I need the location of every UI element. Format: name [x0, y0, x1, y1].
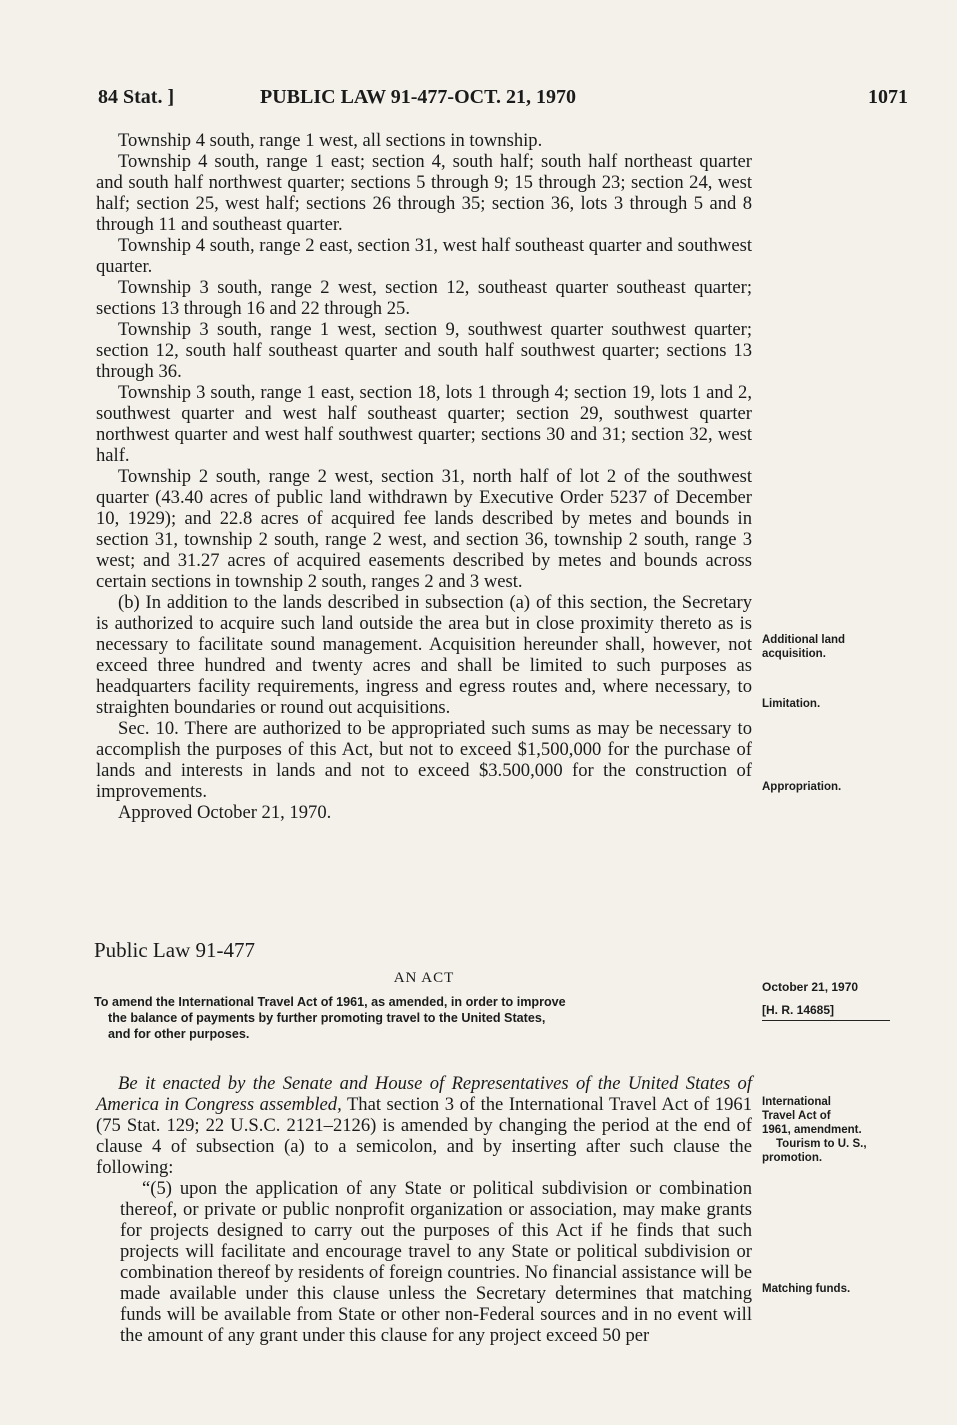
section-10: Sec. 10. There are authorized to be appropriated such sums as may be necessary to accomplish the purposes of this Act, but not to exceed $1,500,000 for the purchase of lands and interests in lands and not to exceed $3.500,000 for the construction of improvements. — [96, 718, 752, 802]
paragraph: Township 3 south, range 1 east, section 18, lots 1 through 4; section 19, lots 1 and 2, southwest quarter and west half southeast quarter; section 29, southwest quarter northwest quarter and west half southwest quarter; sections 30 and 31; section 32, west half. — [96, 382, 752, 466]
long-title-line: the balance of payments by further promoting travel to the United States, — [108, 1011, 546, 1025]
margin-note-intl-travel — [762, 1095, 862, 1137]
long-title-line: and for other purposes. — [108, 1027, 250, 1041]
page-title: PUBLIC LAW 91-477-OCT. 21, 1970 — [260, 86, 576, 108]
page-number: 1071 — [868, 86, 908, 108]
paragraph: Township 2 south, range 2 west, section 31, north half of lot 2 of the southwest quarter (43.40 acres of public land withdrawn by Executive Order 5237 of December 10, 1929); and 22.8 acres of acquired fee lands described by metes and bounds in section 31, township 2 south, range 2 west, and section 36, township 2 south, range 3 west; and 31.27 acres of acquired easements described by metes and bounds across certain sections in township 2 south, ranges 2 and 3 west. — [96, 466, 752, 592]
paragraph: Township 3 south, range 1 west, section 9, southwest quarter southwest quarter; section 12, south half southeast quarter and south half southwest quarter; sections 13 through 36. — [96, 319, 752, 382]
margin-note-appropriation: Appropriation. — [762, 781, 842, 793]
enacting-paragraph — [96, 1073, 752, 1178]
margin-note-matching-funds: Matching funds. — [762, 1283, 851, 1295]
paragraph: Township 3 south, range 2 west, section 12, southeast quarter southeast quarter; sections 13 through 16 and 22 through 25. — [96, 277, 752, 319]
subsection-b: (b) In addition to the lands described in subsection (a) of this section, the Secretary is authorized to acquire such land outside the area but in close proximity thereto as is necessary to facilitate sound management. Acquisition hereunder shall, however, not exceed three hundred and twenty acres and shall be limited to such purposes as headquarters facility requirements, ingress and egress routes and, where necessary, to straighten boundaries or round out acquisitions. — [96, 592, 752, 718]
margin-note-additional-land: Additional land acquisition. — [762, 634, 846, 660]
page-header — [98, 86, 908, 116]
amendment-text: That section 3 of the International Travel Act of 1961 (75 Stat. 129; 22 U.S.C. 2121–2126) is amended by changing the period at the end of clause 4 of subsection (a) to a semicolon, and by inserting after such clause the following: — [96, 1094, 752, 1178]
enactment-date: October 21, 1970 — [762, 980, 859, 994]
an-act-heading: AN ACT — [393, 970, 455, 986]
reference-rule — [762, 1020, 890, 1021]
paragraph: Township 4 south, range 2 east, section 31, west half southeast quarter and southwest quarter. — [96, 235, 752, 277]
margin-note-line: promotion. — [762, 1152, 823, 1164]
public-law-heading: Public Law 91-477 — [94, 938, 255, 962]
paragraph: Township 4 south, range 1 west, all sections in township. — [118, 130, 543, 151]
act-body — [96, 1073, 752, 1346]
margin-note-line: Tourism to U. S., — [776, 1138, 867, 1150]
long-title — [94, 994, 754, 1042]
paragraph: Township 4 south, range 1 east; section 4, south half; south half northeast quarter and south half northwest quarter; sections 5 through 9; 15 through 23; section 24, west half; section 25, west half; sections 26 through 35; section 36, lots 3 through 5 and 8 through 11 and southeast quarter. — [96, 151, 752, 235]
lands-description — [96, 130, 752, 823]
inserted-clause: “(5) upon the application of any State or political subdivision or combination thereof, or private or public nonprofit organization or association, may make grants for projects designed to carry out the purposes of this Act if he finds that such projects will facilitate and encourage travel to any State or political subdivision or combination thereof by residents of foreign countries. No financial assistance will be made available under this clause unless the Secretary determines that matching funds will be available from State or other non-Federal sources and in no event will the amount of any grant under this clause for any project exceed 50 per — [120, 1178, 752, 1346]
margin-note-line: International — [762, 1096, 832, 1108]
enacting-clause: Be it enacted by the Senate and House of Representatives of the United States of America in Congress assembled, — [96, 1073, 752, 1115]
margin-note-line: Travel Act of — [762, 1110, 831, 1122]
margin-note-limitation: Limitation. — [762, 698, 821, 710]
margin-note-tourism — [762, 1137, 867, 1165]
long-title-line: To amend the International Travel Act of 1961, as amended, in order to improve — [94, 995, 566, 1009]
approval-line: Approved October 21, 1970. — [118, 802, 332, 823]
statute-volume: 84 Stat. ] — [98, 86, 175, 108]
bill-number: [H. R. 14685] — [762, 1003, 835, 1017]
margin-note-line: 1961, amendment. — [762, 1124, 862, 1136]
